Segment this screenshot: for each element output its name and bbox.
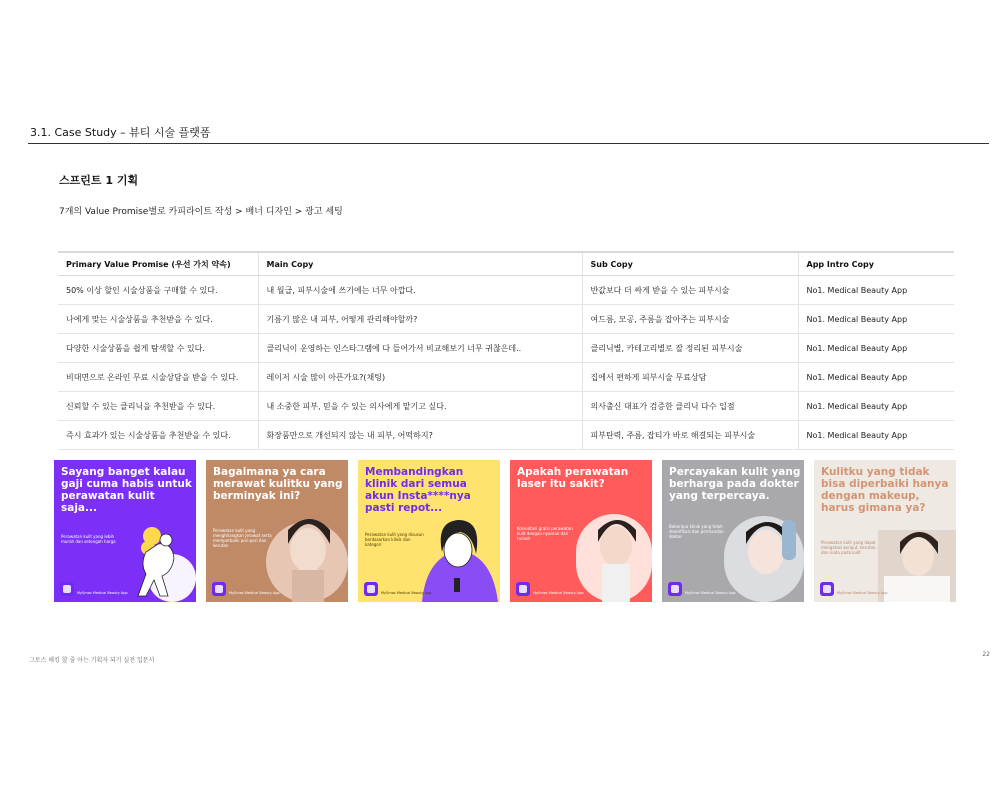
table-row	[58, 392, 954, 421]
ad-banner	[358, 460, 500, 602]
column-header: Main Copy	[258, 252, 582, 276]
banner-body: Perawatan kulit yang lebih murah dan setengah harga	[61, 534, 116, 544]
table-header-row	[58, 252, 954, 276]
sub-copy-cell: 반값보다 더 싸게 받을 수 있는 피부시술	[582, 276, 798, 305]
banner-headline: Percayakan kulit yang berharga pada dokter yang terpercaya.	[669, 466, 801, 502]
banner-headline: Apakah perawatan laser itu sakit?	[517, 466, 629, 490]
app-intro-cell: No1. Medical Beauty App	[798, 392, 954, 421]
footer-caption: 그로스 해킹 할 줄 아는 기획자 되기 실전 입문서	[29, 657, 155, 664]
app-logo-icon	[820, 582, 834, 596]
banner-body: Beberapa klinik yang telah diverifikasi dan permandan dokter	[669, 524, 724, 539]
value-promise-cell: 50% 이상 할인 시술상품을 구매할 수 있다.	[58, 276, 258, 305]
banner-headline: Bagaimana ya cara merawat kulitku yang berminyak ini?	[213, 466, 343, 502]
app-logo-icon	[60, 582, 74, 596]
ad-banner	[662, 460, 804, 602]
banner-body: Konsultasi gratis perawatan kulit dengan nyaman dari rumah	[517, 526, 573, 541]
banner-headline: Membandingkan klinik dari semua akun Insta****nya pasti repot...	[365, 466, 471, 514]
app-intro-cell: No1. Medical Beauty App	[798, 421, 954, 450]
sprint-title: 스프린트 1 기획	[59, 174, 139, 187]
page-number: 22	[982, 651, 990, 658]
banner-headline: Kulitku yang tidak bisa diperbaiki hanya dengan makeup, harus gimana ya?	[821, 466, 949, 514]
main-copy-cell: 레이저 시술 많이 아픈가요?(채팅)	[258, 363, 582, 392]
copy-table	[58, 251, 954, 450]
ad-banner	[814, 460, 956, 602]
banner-body: Perawatan kulit yang disusun berdasarkan klinik dan kategori	[365, 532, 424, 547]
banner-brand: MySmaz Medical Beauty App	[77, 591, 128, 595]
app-intro-cell: No1. Medical Beauty App	[798, 276, 954, 305]
main-copy-cell: 내 소중한 피부, 믿을 수 있는 의사에게 맡기고 싶다.	[258, 392, 582, 421]
sub-copy-cell: 클리닉별, 카테고리별로 잘 정리된 피부시술	[582, 334, 798, 363]
app-intro-cell: No1. Medical Beauty App	[798, 363, 954, 392]
banner-body: Perawatan kulit yang menghilangkan jerawat serta memperbaiki pori-pori dan kerutan	[213, 528, 272, 548]
app-logo-icon	[668, 582, 682, 596]
app-logo-icon	[364, 582, 378, 596]
main-copy-cell: 내 월급, 피부시술에 쓰기에는 너무 아깝다.	[258, 276, 582, 305]
banner-brand: MySmaz Medical Beauty App	[685, 591, 736, 595]
sub-copy-cell: 집에서 편하게 피부시술 무료상담	[582, 363, 798, 392]
value-promise-cell: 즉시 효과가 있는 시술상품을 추천받을 수 있다.	[58, 421, 258, 450]
table-row	[58, 334, 954, 363]
main-copy-cell: 화장품만으로 개선되지 않는 내 피부, 어떡하지?	[258, 421, 582, 450]
table-row	[58, 363, 954, 392]
column-header: Sub Copy	[582, 252, 798, 276]
table-row	[58, 421, 954, 450]
column-header: App Intro Copy	[798, 252, 954, 276]
table-row	[58, 276, 954, 305]
app-logo-icon	[212, 582, 226, 596]
banner-brand: MySmaz Medical Beauty App	[533, 591, 584, 595]
banner-headline: Sayang banget kalau gaji cuma habis untuk perawatan kulit saja...	[61, 466, 192, 514]
sub-copy-cell: 여드름, 모공, 주름을 잡아주는 피부시술	[582, 305, 798, 334]
sub-copy-cell: 피부탄력, 주름, 잡티가 바로 해결되는 피부시술	[582, 421, 798, 450]
column-header: Primary Value Promise (우선 가치 약속)	[58, 252, 258, 276]
banner-brand: MySmaz Medical Beauty App	[381, 591, 432, 595]
app-intro-cell: No1. Medical Beauty App	[798, 334, 954, 363]
ad-banner	[510, 460, 652, 602]
app-logo-icon	[516, 582, 530, 596]
value-promise-cell: 신뢰할 수 있는 클리닉을 추천받을 수 있다.	[58, 392, 258, 421]
ad-banner	[206, 460, 348, 602]
value-promise-cell: 비대면으로 온라인 무료 시술상담을 받을 수 있다.	[58, 363, 258, 392]
banner-body: Perawatan kulit yang dapat mengatasi keriput, kerutan, dan noda pada kulit	[821, 540, 877, 555]
section-divider	[28, 143, 989, 144]
main-copy-cell: 기름기 많은 내 피부, 어떻게 관리해야할까?	[258, 305, 582, 334]
sprint-description: 7개의 Value Promise별로 카피라이트 작성 > 배너 디자인 > 광고 세팅	[59, 207, 343, 217]
ad-banner	[54, 460, 196, 602]
table-row	[58, 305, 954, 334]
main-copy-cell: 클리닉이 운영하는 인스타그램에 다 들어가서 비교해보기 너무 귀찮은데..	[258, 334, 582, 363]
value-promise-cell: 다양한 시술상품을 쉽게 탐색할 수 있다.	[58, 334, 258, 363]
sub-copy-cell: 의사출신 대표가 검증한 클리닉 다수 입점	[582, 392, 798, 421]
value-promise-cell: 나에게 맞는 시술상품을 추천받을 수 있다.	[58, 305, 258, 334]
app-intro-cell: No1. Medical Beauty App	[798, 305, 954, 334]
banner-brand: MySmaz Medical Beauty App	[229, 591, 280, 595]
section-title: 3.1. Case Study – 뷰티 시술 플랫폼	[30, 126, 211, 139]
banner-brand: MySmaz Medical Beauty App	[837, 591, 888, 595]
